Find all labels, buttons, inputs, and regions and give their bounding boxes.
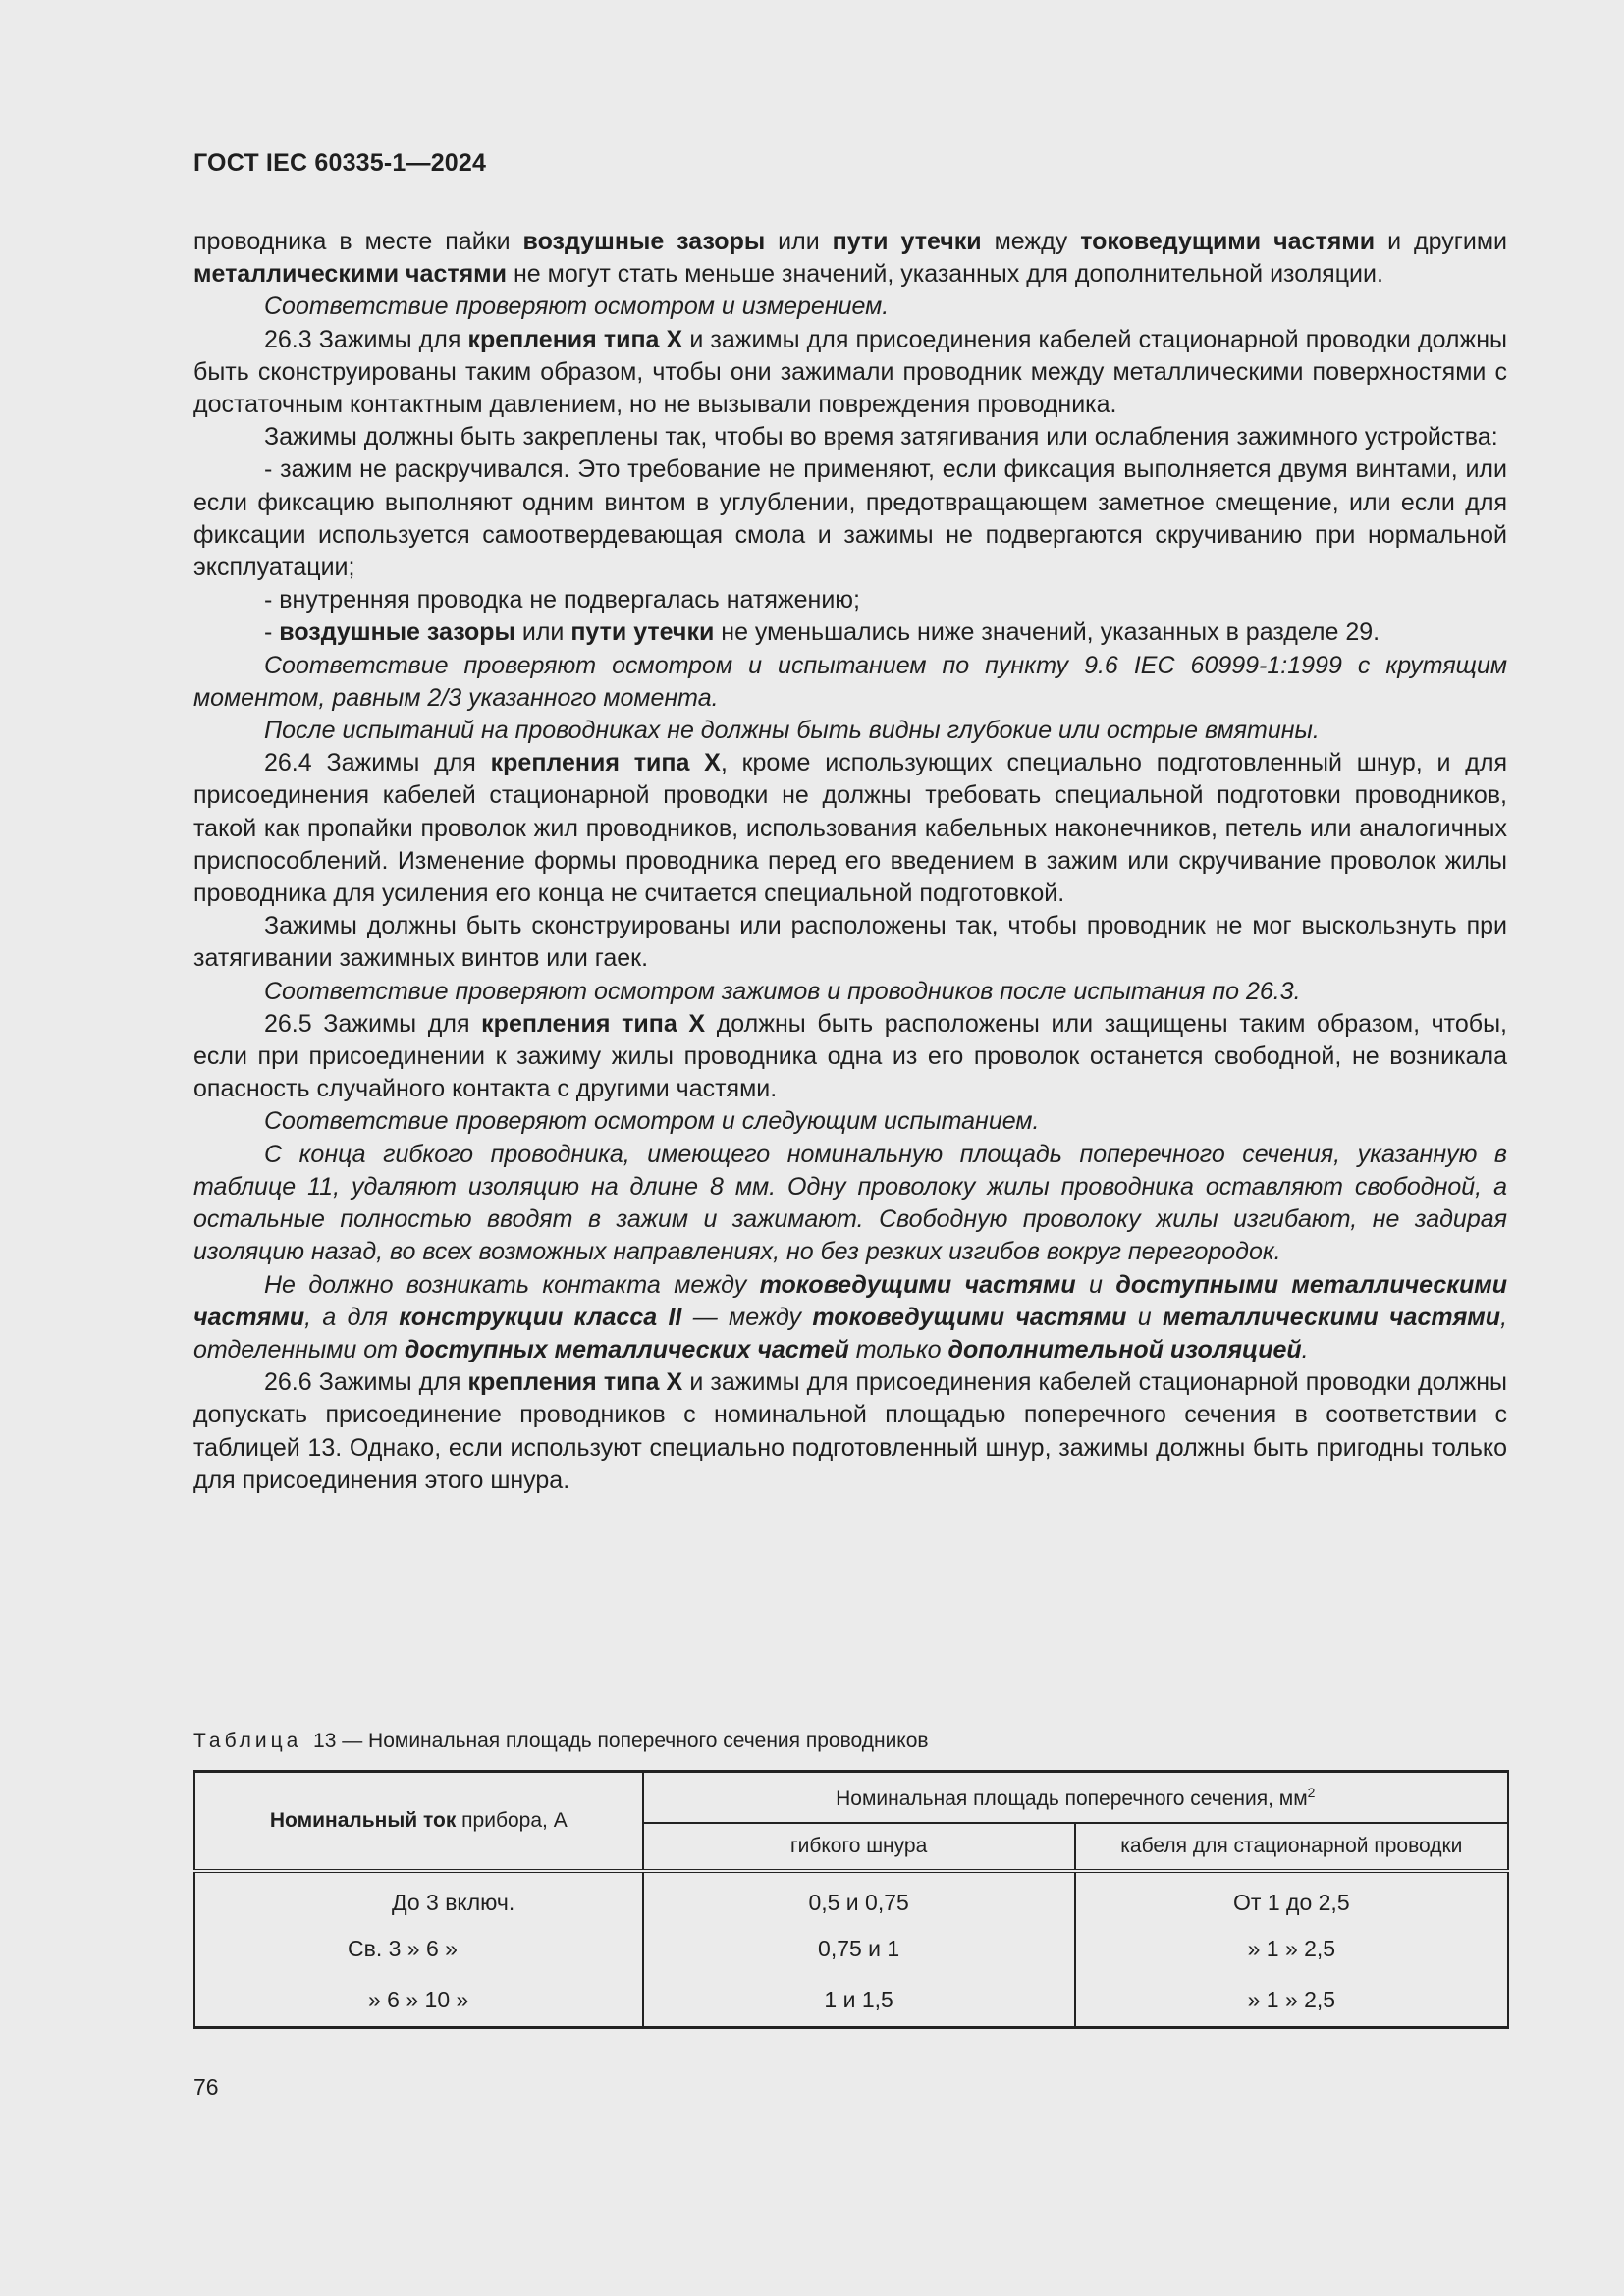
list-item: - внутренняя проводка не подвергалась натяжению; [264,586,860,614]
table-cell: Св. 3 » 6 » [194,1923,643,1975]
clause-26-6: 26.6 Зажимы для крепления типа X и зажимы для присоединения кабелей стационарной проводки должны допускать присоединение проводников с номинальной площадью поперечного сечения в соответствии с таблицей 13. Однако, если используют специально подготовленный шнур, зажимы должны быть пригодны только для присоединения этого шнура. [193,1368,1508,1494]
column-header-fixed-wiring-cable: кабеля для стационарной проводки [1075,1823,1508,1871]
clause-26-5: 26.5 Зажимы для крепления типа X должны быть расположены или защищены таким образом, чтобы, если при присоединении к зажиму жилы проводника одна из его проволок останется свободной, не возникала опасность случайного контакта с другими частями. [193,1009,1507,1103]
compliance-note: Соответствие проверяют осмотром зажимов и проводников после испытания по 26.3. [264,977,1301,1005]
paragraph: Зажимы должны быть закреплены так, чтобы во время затягивания или ослабления зажимного устройства: [264,423,1498,452]
paragraph: проводника в месте пайки воздушные зазоры или пути утечки между токоведущими частями и другими металлическими частями не могут стать меньше значений, указанных для дополнительной изоляции. [193,228,1507,289]
table-row [194,1923,1508,1975]
compliance-note: Соответствие проверяют осмотром и испытанием по пункту 9.6 IEC 60999-1:1999 с крутящим моментом, равным 2/3 указанного момента. [193,651,1507,712]
table-cell: От 1 до 2,5 [1075,1871,1508,1923]
compliance-note: После испытаний на проводниках не должны быть видны глубокие или острые вмятины. [264,717,1320,745]
table-caption-text: 13 — Номинальная площадь поперечного сечения проводников [313,1730,929,1752]
table-cell: 0,5 и 0,75 [643,1871,1075,1923]
table-row [194,1871,1508,1923]
page-number: 76 [193,2074,219,2100]
table-cell: До 3 включ. [194,1871,643,1923]
list-item: - воздушные зазоры или пути утечки не уменьшались ниже значений, указанных в разделе 29. [264,618,1380,647]
column-group-header: Номинальная площадь поперечного сечения, $мм^2$ [643,1772,1508,1824]
table-cell: » 1 » 2,5 [1075,1975,1508,2027]
document-header: ГОСТ IEC 60335-1—2024 [193,149,487,177]
paragraph: Зажимы должны быть сконструированы или расположены так, чтобы проводник не мог выскользнуть при затягивании зажимных винтов или гаек. [193,912,1507,973]
test-description: С конца гибкого проводника, имеющего номинальную площадь поперечного сечения, указанную в таблице 11, удаляют изоляцию на длине 8 мм. Одну проволоку жилы проводника оставляют свободной, а остальные полностью вводят в зажим и зажимают. Свободную проволоку жилы изгибают, не задирая изоляцию назад, во всех возможных направлениях, но без резких изгибов вокруг перегородок. [193,1140,1507,1266]
column-header-flexible-cord: гибкого шнура [643,1823,1075,1871]
table-cell: 0,75 и 1 [643,1923,1075,1975]
test-criterion: Не должно возникать контакта между токоведущими частями и доступными металлическими частями, а для конструкции класса II — между токоведущими частями и металлическими частями, отделенными от доступных металлических частей только дополнительной изоляцией. [193,1270,1508,1363]
compliance-note: Соответствие проверяют осмотром и следующим испытанием. [264,1107,1040,1136]
main-text [193,226,1507,1497]
table-13 [193,1770,1509,2029]
table-caption [193,1730,929,1753]
table-cell: » 6 » 10 » [194,1975,643,2027]
column-header-rated-current: Номинальный ток прибора, А [194,1772,643,1872]
table-cell: 1 и 1,5 [643,1975,1075,2027]
clause-26-4: 26.4 Зажимы для крепления типа X, кроме использующих специально подготовленный шнур, и для присоединения кабелей стационарной проводки не должны требовать специальной подготовки проводников, такой как пропайки проволок жил проводников, использования кабельных наконечников, петель или аналогичных приспособлений. Изменение формы проводника перед его введением в зажим или скручивание проволок жилы проводника для усиления его конца не считается специальной подготовкой. [193,749,1507,908]
list-item: - зажим не раскручивался. Это требование не применяют, если фиксация выполняется двумя винтами, или если фиксацию выполняют одним винтом в углублении, предотвращающем заметное смещение, или если для фиксации используется самоотвердевающая смола и зажимы не подвергаются скручиванию при нормальной эксплуатации; [193,455,1507,582]
clause-26-3: 26.3 Зажимы для крепления типа X и зажимы для присоединения кабелей стационарной проводки должны быть сконструированы таким образом, чтобы они зажимали проводник между металлическими поверхностями с достаточным контактным давлением, но не вызывали повреждения проводника. [193,325,1508,419]
table-caption-word: Таблица [193,1730,302,1752]
table-row [194,1975,1508,2027]
compliance-note: Соответствие проверяют осмотром и измерением. [264,293,890,321]
table-cell: » 1 » 2,5 [1075,1923,1508,1975]
